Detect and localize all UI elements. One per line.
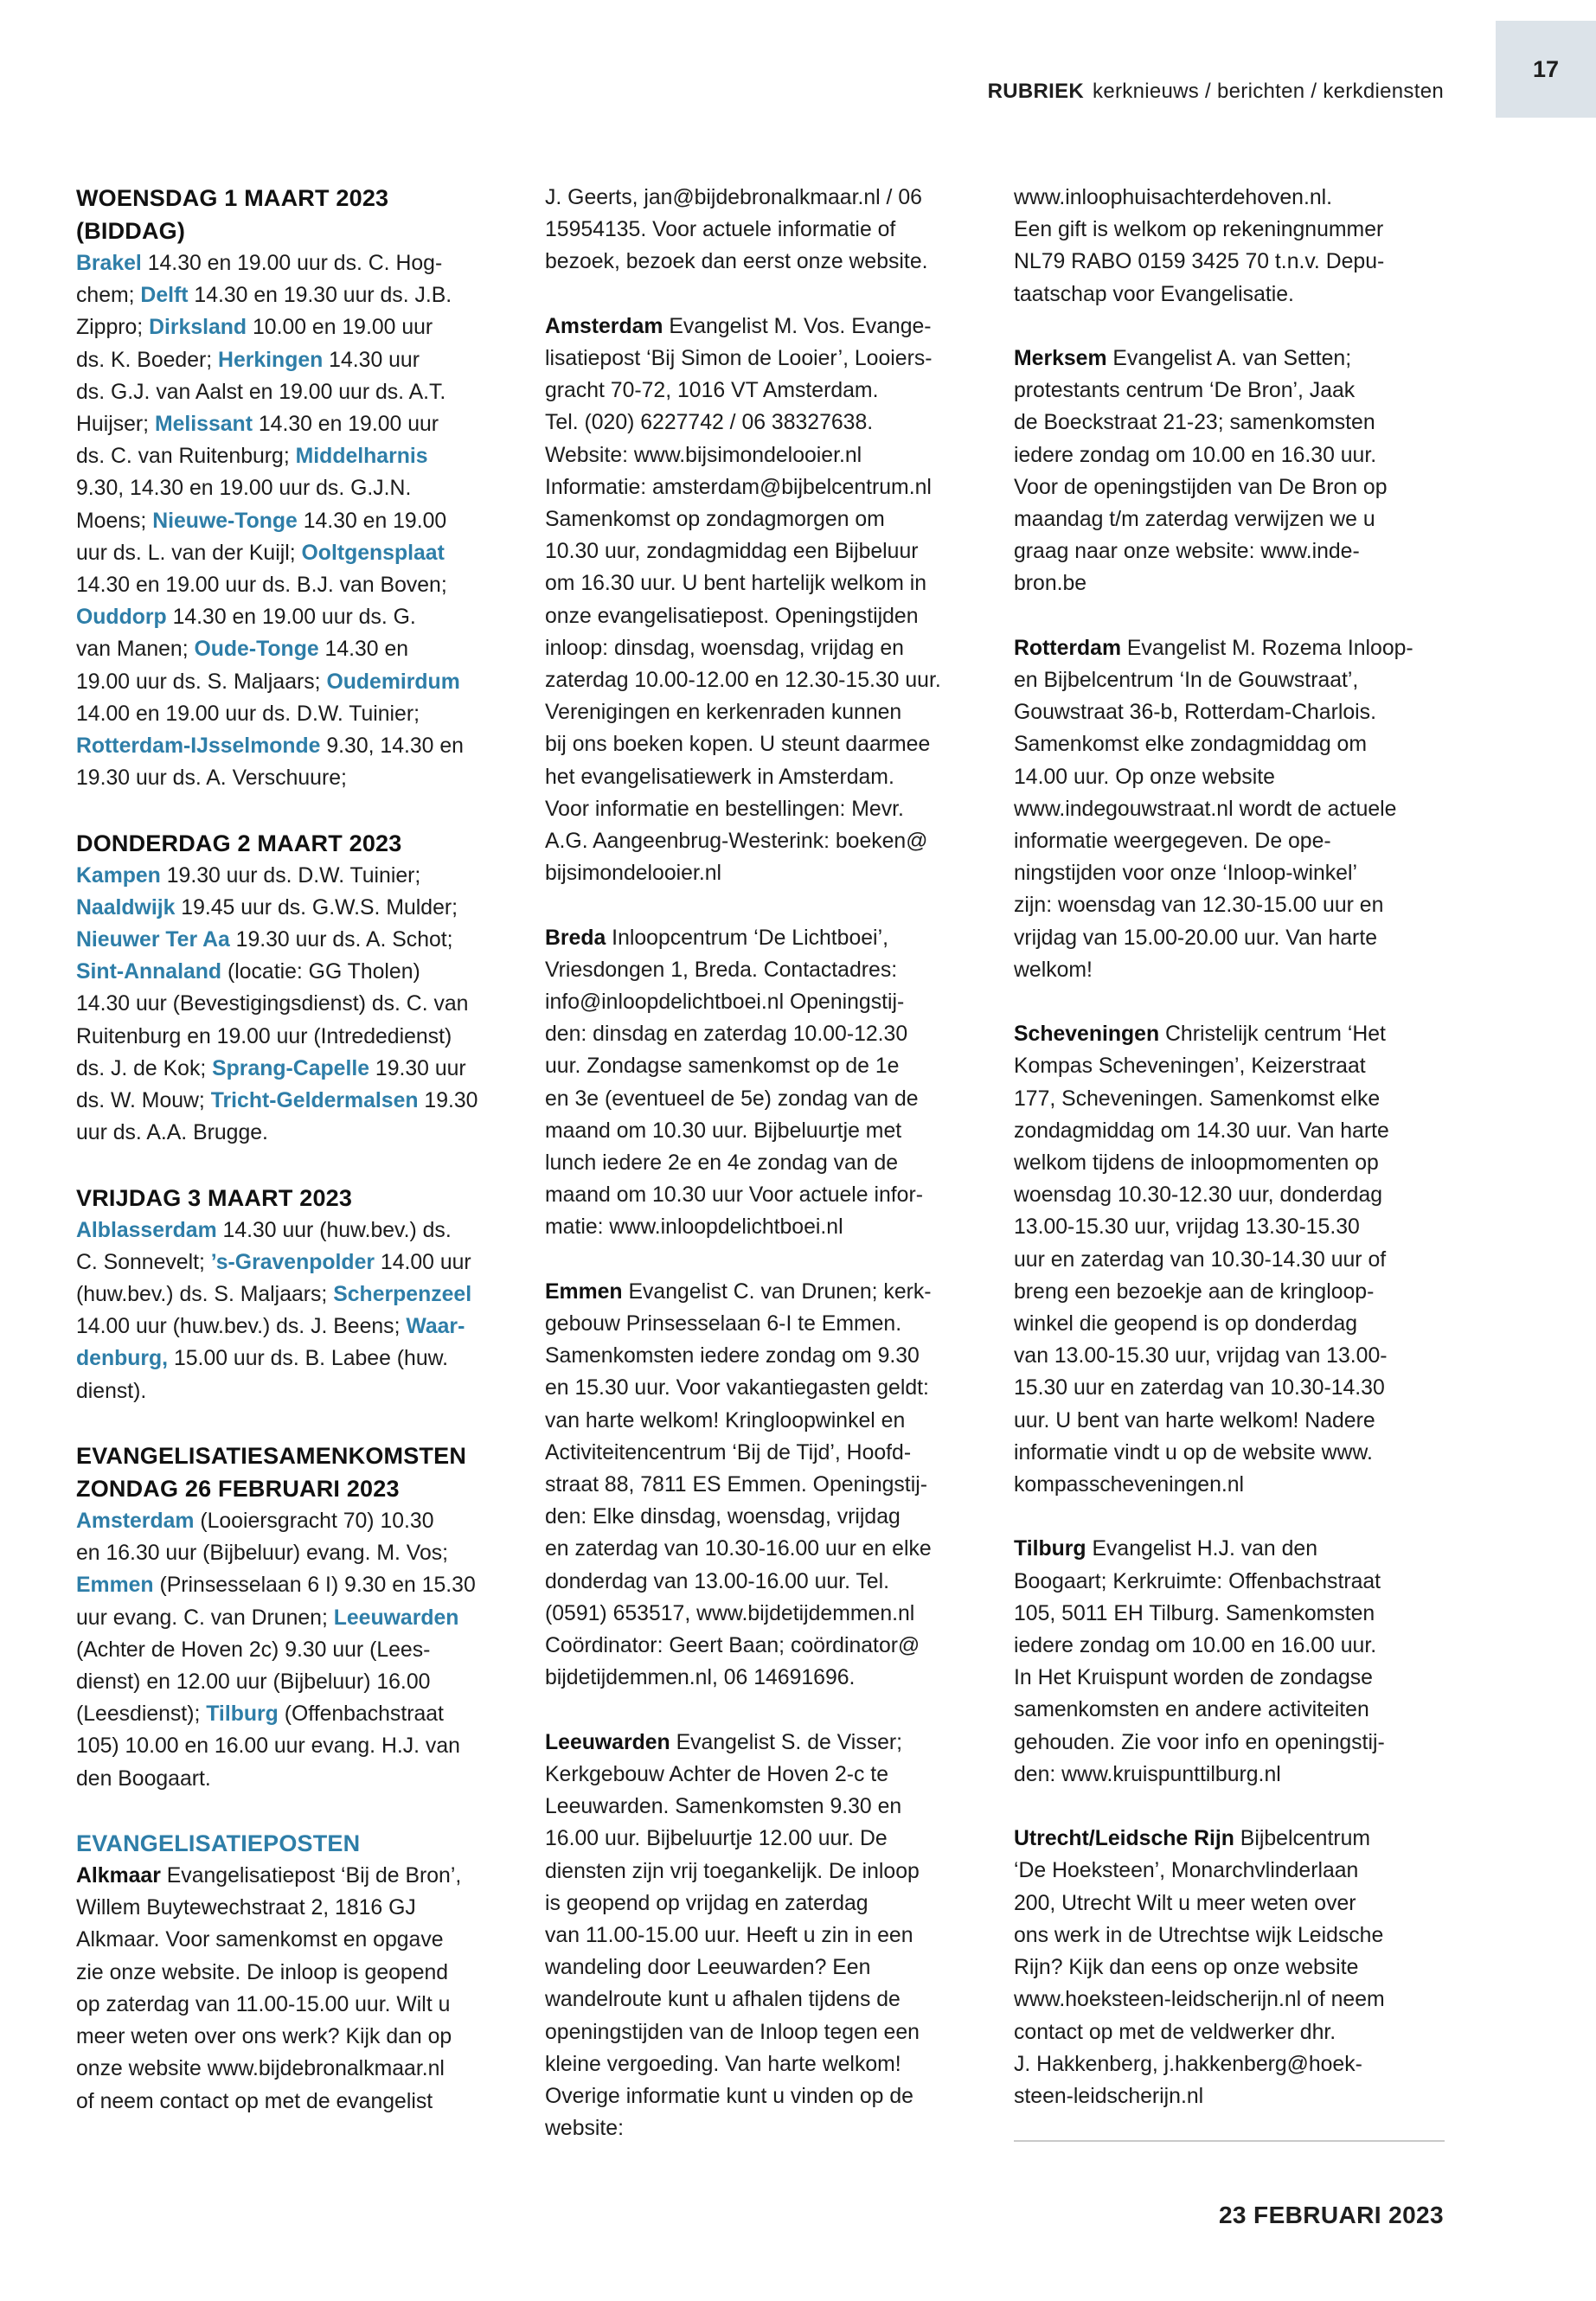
heading-woensdag: WOENSDAG 1 MAART 2023 (BIDDAG)	[76, 185, 389, 244]
place-name: Oude-Tonge	[194, 638, 319, 662]
place-name: Melissant	[154, 413, 253, 437]
page-number: 17	[1496, 21, 1596, 118]
post-text: Evangelist S. de Visser; Kerkgebouw Achter de Hoven 2-c te Leeuwarden. Samenkomsten 9.30 en 16.00 uur. Bijbeluurtje 12.00 uur. De diensten zijn vrij toegankelijk. De inloop is geopend op vrijdag en zaterdag van 11.00-15.00 uur. Heeft u zin in een wandeling door Leeuwarden? Een wandelroute kunt u afhalen tijdens de openingstijden van de Inloop tegen een kleine vergoeding. Van harte welkom! Overige informatie kunt u vinden op de website:	[545, 1730, 920, 2141]
service-text: (locatie: GG Tholen) 14.30 uur (Bevestigingsdienst) ds. C. van Ruitenburg en 19.00 uur (Intrededienst) ds. J. de Kok;	[76, 960, 469, 1080]
post-emmen	[545, 1276, 977, 1695]
listing-donderdag	[76, 860, 509, 1150]
place-name: Leeuwarden	[333, 1606, 459, 1630]
post-leeuwarden-continued: www.inloophuisachterdehoven.nl. Een gift is welkom op rekeningnummer NL79 RABO 0159 3425 70 t.n.v. Depu- taatschap voor Evangelisatie.	[1014, 186, 1385, 306]
service-text: 14.00 uur (huw.bev.) ds. J. Beens;	[76, 1315, 401, 1339]
post-text: Bijbelcentrum ‘De Hoeksteen’, Monarchvlinderlaan 200, Utrecht Wilt u meer weten over ons werk in de Utrechtse wijk Leidsche Rijn? Kijk dan eens op onze website www.hoeksteen-leidscherijn.nl of neem contact op met de veldwerker dhr. J. Hakkenberg, j.hakkenberg@hoek- steen-leidscherijn.nl	[1014, 1827, 1385, 2108]
place-name: Waar- denburg,	[76, 1315, 465, 1371]
service-text: 14.30 en 19.00 uur ds. C. van Ruitenburg;	[76, 413, 439, 469]
post-text: Evangelist M. Rozema Inloop- en Bijbelcentrum ‘In de Gouwstraat’, Gouwstraat 36-b, Rotterdam-Charlois. Samenkomst elke zondagmiddag om 14.00 uur. Op onze website www.indegouwstraat.nl wordt de actuele informatie weergegeven. De ope- ningstijden voor onze ‘Inloop-winkel’ zijn: woensdag van 12.30-15.00 uur en vrijdag van 15.00-20.00 uur. Van harte welkom!	[1014, 636, 1413, 982]
service-text: 14.30 en 19.00 uur ds. C. Hog- chem;	[76, 252, 443, 308]
post-amsterdam	[545, 311, 977, 890]
service-text: 19.30 uur ds. W. Mouw;	[76, 1056, 466, 1113]
running-header	[988, 80, 1444, 104]
place-name: Middelharnis	[295, 445, 428, 469]
place-name: Tricht-Geldermalsen	[210, 1089, 419, 1113]
place-name: Brakel	[76, 252, 142, 275]
post-text: Christelijk centrum ‘Het Kompas Scheveningen’, Keizerstraat 177, Scheveningen. Samenkomst elke zondagmiddag om 14.30 uur. Van harte welkom tijdens de inloopmomenten op woensdag 10.30-12.30 uur, donderdag 13.00-15.30 uur, vrijdag 13.30-15.30 uur en zaterdag van 10.30-14.30 uur of breng een bezoekje aan de kringloop- winkel die geopend is op donderdag van 13.00-15.30 uur, vrijdag van 13.00- 15.30 uur en zaterdag van 10.30-14.30 uur. U bent van harte welkom! Nadere informatie vindt u op de website www. kompasscheveningen.nl	[1014, 1022, 1389, 1497]
column-1	[76, 182, 509, 2118]
place-name: Amsterdam	[76, 1509, 195, 1534]
service-text: 14.00 en 19.00 uur ds. D.W. Tuinier;	[76, 702, 420, 726]
section-label: kerknieuws / berichten / kerkdiensten	[1093, 80, 1444, 103]
post-breda	[545, 922, 977, 1244]
listing-woensdag	[76, 247, 509, 794]
service-text: 14.30 en 19.00 uur ds. B.J. van Boven;	[76, 574, 447, 598]
place-name: Nieuwer Ter Aa	[76, 928, 230, 952]
issue-date: 23 FEBRUARI 2023	[1218, 2202, 1444, 2228]
place-name: Delft	[140, 284, 189, 308]
service-text: 19.45 uur ds. G.W.S. Mulder;	[181, 895, 458, 920]
place-name: Sint-Annaland	[76, 960, 222, 984]
place-name: Oudemirdum	[326, 670, 460, 694]
post-tilburg	[1014, 1533, 1446, 1791]
service-text: 19.30 uur ds. A.A. Brugge.	[76, 1089, 478, 1145]
post-text: Evangelist A. van Setten; protestants centrum ‘De Bron’, Jaak de Boeckstraat 21-23; samenkomsten iedere zondag om 10.00 en 16.30 uur. Voor de openingstijden van De Bron op maandag t/m zaterdag verwijzen we u graag naar onze website: www.inde- bron.be	[1014, 347, 1388, 596]
place-name: Dirksland	[149, 316, 247, 340]
service-text: 14.30 en 19.00 uur ds. S. Maljaars;	[76, 638, 409, 694]
service-text: (Looiersgracht 70) 10.30 en 16.30 uur (Bijbeluur) evang. M. Vos;	[76, 1509, 449, 1566]
place-name: Rotterdam-IJsselmonde	[76, 734, 321, 759]
post-name: Alkmaar	[76, 1864, 161, 1888]
place-name: Naaldwijk	[76, 895, 176, 920]
post-name: Emmen	[545, 1279, 623, 1304]
post-leeuwarden	[545, 1727, 977, 2145]
heading-donderdag: DONDERDAG 2 MAART 2023	[76, 830, 402, 856]
post-name: Leeuwarden	[545, 1730, 670, 1754]
column-2	[545, 182, 977, 2144]
post-text: Evangelisatiepost ‘Bij de Bron’, Willem Buytewechstraat 2, 1816 GJ Alkmaar. Voor samenkomst en opgave zie onze website. De inloop is geopend op zaterdag van 11.00-15.00 uur. Wilt u meer weten over ons werk? Kijk dan op onze website www.bijdebronalkmaar.nl of neem contact op met de evangelist	[76, 1864, 462, 2113]
listing-vrijdag	[76, 1215, 509, 1407]
post-utrecht	[1014, 1823, 1446, 2112]
service-text: 14.30 uur ds. G.J. van Aalst en 19.00 uur ds. A.T. Huijser;	[76, 348, 446, 437]
rubriek-label: RUBRIEK	[987, 80, 1085, 103]
place-name: Alblasserdam	[76, 1218, 217, 1242]
service-text: 14.30 en 19.00 uur ds. G. van Manen;	[76, 606, 416, 662]
service-text: 9.30, 14.30 en 19.00 uur ds. G.J.N. Moens;	[76, 477, 412, 533]
place-name: Herkingen	[218, 348, 324, 372]
heading-evangelisatiesamenkomsten: EVANGELISATIESAMENKOMSTEN ZONDAG 26 FEBRUARI 2023	[76, 1443, 467, 1503]
place-name: Sprang-Capelle	[212, 1056, 370, 1080]
place-name: Ooltgensplaat	[301, 541, 445, 565]
post-text: Evangelist H.J. van den Boogaart; Kerkruimte: Offenbachstraat 105, 5011 EH Tilburg. Samenkomsten iedere zondag om 10.00 en 16.00 uur. In Het Kruispunt worden de zondagse samenkomsten en andere activiteiten gehouden. Zie voor info en openingstij- den: www.kruispunttilburg.nl	[1014, 1537, 1385, 1786]
service-text: 19.30 uur ds. D.W. Tuinier;	[166, 863, 421, 888]
post-name: Merksem	[1014, 347, 1107, 370]
post-name: Amsterdam	[545, 314, 663, 338]
listing-evangelisatiesamenkomsten	[76, 1505, 509, 1795]
post-alkmaar	[76, 1860, 509, 2118]
post-name: Breda	[545, 926, 606, 950]
service-text: (Achter de Hoven 2c) 9.30 uur (Lees- dienst) en 12.00 uur (Bijbeluur) 16.00 (Leesdienst);	[76, 1638, 431, 1727]
place-name: Emmen	[76, 1574, 154, 1598]
post-text: Inloopcentrum ‘De Lichtboei’, Vriesdongen 1, Breda. Contactadres: info@inloopdelichtboei.nl Openingstij- den: dinsdag en zaterdag 10.00-12.30 uur. Zondagse samenkomst op de 1e en 3e (eventueel de 5e) zondag van de maand om 10.30 uur. Bijbeluurtje met lunch iedere 2e en 4e zondag van de maand om 10.30 uur Voor actuele infor- matie: www.inloopdelichtboei.nl	[545, 926, 923, 1240]
post-rotterdam	[1014, 632, 1446, 986]
service-text: 10.00 en 19.00 uur ds. K. Boeder;	[76, 316, 433, 372]
column-end-rule	[1014, 2140, 1445, 2142]
place-name: Kampen	[76, 863, 161, 888]
service-text: (Prinsesselaan 6 I) 9.30 en 15.30 uur evang. C. van Drunen;	[76, 1574, 476, 1630]
post-name: Rotterdam	[1014, 636, 1121, 660]
heading-evangelisatieposten: EVANGELISATIEPOSTEN	[76, 1830, 361, 1857]
service-text: 15.00 uur ds. B. Labee (huw. dienst).	[76, 1347, 449, 1403]
place-name: ’s-Gravenpolder	[210, 1250, 375, 1274]
service-text: 14.30 en 19.30 uur ds. J.B. Zippro;	[76, 284, 452, 340]
place-name: Tilburg	[206, 1702, 279, 1727]
heading-vrijdag: VRIJDAG 3 MAART 2023	[76, 1184, 353, 1211]
service-text: (Offenbachstraat 105) 10.00 en 16.00 uur evang. H.J. van den Boogaart.	[76, 1702, 460, 1791]
post-alkmaar-continued: J. Geerts, jan@bijdebronalkmaar.nl / 06 15954135. Voor actuele informatie of bezoek, bezoek dan eerst onze website.	[545, 186, 928, 274]
post-text: Evangelist C. van Drunen; kerk- gebouw Prinsesselaan 6-I te Emmen. Samenkomsten iedere zondag om 9.30 en 15.30 uur. Voor vakantiegasten geldt: van harte welkom! Kringloopwinkel en Activiteitencentrum ‘Bij de Tijd’, Hoofd- straat 88, 7811 ES Emmen. Openingstij- den: Elke dinsdag, woensdag, vrijdag en zaterdag van 10.30-16.00 uur en elke donderdag van 13.00-16.00 uur. Tel. (0591) 653517, www.bijdetijdemmen.nl Coördinator: Geert Baan; coördinator@ bijdetijdemmen.nl, 06 14691696.	[545, 1279, 932, 1690]
service-text: 14.30 uur (huw.bev.) ds. C. Sonnevelt;	[76, 1218, 452, 1274]
post-merksem	[1014, 343, 1446, 600]
post-name: Scheveningen	[1014, 1022, 1160, 1047]
place-name: Nieuwe-Tonge	[152, 509, 298, 533]
place-name: Scherpenzeel	[333, 1283, 472, 1307]
post-name: Tilburg	[1014, 1537, 1086, 1561]
service-text: 14.30 en 19.00 uur ds. L. van der Kuijl;	[76, 509, 447, 565]
service-text: 9.30, 14.30 en 19.30 uur ds. A. Verschuure;	[76, 734, 464, 791]
post-scheveningen	[1014, 1018, 1446, 1501]
column-3	[1014, 182, 1446, 2112]
post-text: Evangelist M. Vos. Evange- lisatiepost ‘Bij Simon de Looier’, Looiers- gracht 70-72, 1016 VT Amsterdam. Tel. (020) 6227742 / 06 38327638. Website: www.bijsimondelooier.nl Informatie: amsterdam@bijbelcentrum.nl Samenkomst op zondagmorgen om 10.30 uur, zondagmiddag een Bijbeluur om 16.30 uur. U bent hartelijk welkom in onze evangelisatiepost. Openingstijden inloop: dinsdag, woensdag, vrijdag en zaterdag 10.00-12.00 en 12.30-15.30 uur. Verenigingen en kerkenraden kunnen bij ons boeken kopen. U steunt daarmee het evangelisatiewerk in Amsterdam. Voor informatie en bestellingen: Mevr. A.G. Aangeenbrug-Westerink: boeken@ bijsimondelooier.nl	[545, 314, 941, 886]
place-name: Ouddorp	[76, 606, 167, 630]
post-name: Utrecht/Leidsche Rijn	[1014, 1827, 1234, 1851]
service-text: 19.30 uur ds. A. Schot;	[235, 928, 453, 952]
service-text: 14.00 uur (huw.bev.) ds. S. Maljaars;	[76, 1250, 471, 1307]
